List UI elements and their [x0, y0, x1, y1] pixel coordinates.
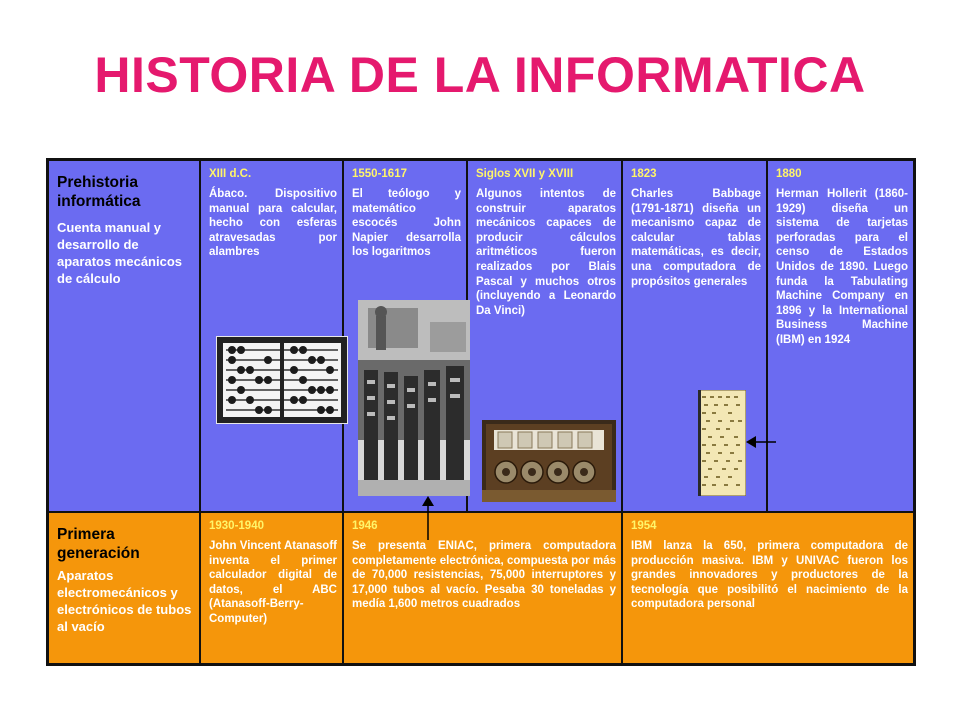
row2-cell-date: 1930-1940: [209, 520, 264, 532]
row1-cell-date: 1823: [631, 168, 657, 180]
row2-cell-text: John Vincent Atanasoff inventa el primer calculador digital de datos, el ABC (Atanasoff-Berry-Computer): [209, 540, 337, 625]
row1-cell-text: El teólogo y matemático escocés John Napier desarrolla los logaritmos: [352, 188, 461, 259]
row2-cell-text: Se presenta ENIAC, primera computadora completamente electrónica, compuesta por más de 70,000 resistencias, 75,000 interruptores y 17,000 tubos al vacío. Pesaba 30 toneladas y medía 1,600 metros cuadrados: [352, 540, 616, 611]
row1-cell-text: Herman Hollerit (1860-1929) diseña un sistema de tarjetas perforadas para el censo de Estados Unidos de 1890. Luego funda la Tabulating Machine Company en 1896 y la International Business Machine (IBM) en 1924: [776, 188, 908, 346]
arrow-up-icon: [416, 494, 440, 542]
eniac-photo: [358, 300, 470, 496]
row1-title: Prehistoria informática: [57, 174, 141, 210]
row1-cell-date: 1550-1617: [352, 168, 407, 180]
row1-cell-text: Ábaco. Dispositivo manual para calcular, hecho con esferas atravesadas por alambres: [209, 188, 337, 259]
arrow-left-icon: [744, 432, 778, 452]
row1-header-cell: [48, 160, 200, 512]
row2-title: Primera generación: [57, 526, 140, 562]
row2-cell-ibm650: [622, 512, 914, 664]
row2-subtitle: Aparatos electromecánicos y electrónicos de tubos al vacío: [57, 568, 192, 634]
row2-cell-date: 1946: [352, 520, 378, 532]
row1-cell-text: Algunos intentos de construir aparatos mecánicos capaces de producir cálculos aritméticos fueron realizados por Blais Pascal y muchos otros (incluyendo a Leonardo Da Vinci): [476, 188, 616, 317]
row1-cell-date: 1880: [776, 168, 802, 180]
abacus-photo: [216, 336, 348, 424]
punch-card-photo: [698, 390, 746, 496]
slide-title: HISTORIA DE LA INFORMATICA: [94, 47, 866, 103]
pascaline-photo: [482, 420, 616, 502]
row2-cell-atanasoff: [200, 512, 343, 664]
row2-header-cell: [48, 512, 200, 664]
row1-cell-hollerit: [767, 160, 914, 512]
row1-cell-date: XIII d.C.: [209, 168, 252, 180]
row1-cell-date: Siglos XVII y XVIII: [476, 168, 574, 180]
row1-cell-text: Charles Babbage (1791-1871) diseña un mecanismo capaz de calcular tablas matemáticas, es decir, una computadora de propósitos generales: [631, 188, 761, 288]
row2-cell-text: IBM lanza la 650, primera computadora de producción masiva. IBM y UNIVAC fueron los grandes innovadores y productores de la tecnología que posibilitó el nacimiento de la computadora personal: [631, 540, 908, 611]
row2-cell-date: 1954: [631, 520, 657, 532]
history-table: [46, 158, 916, 666]
row1-subtitle: Cuenta manual y desarrollo de aparatos mecánicos de cálculo: [57, 220, 183, 286]
row2-cell-eniac: [343, 512, 622, 664]
